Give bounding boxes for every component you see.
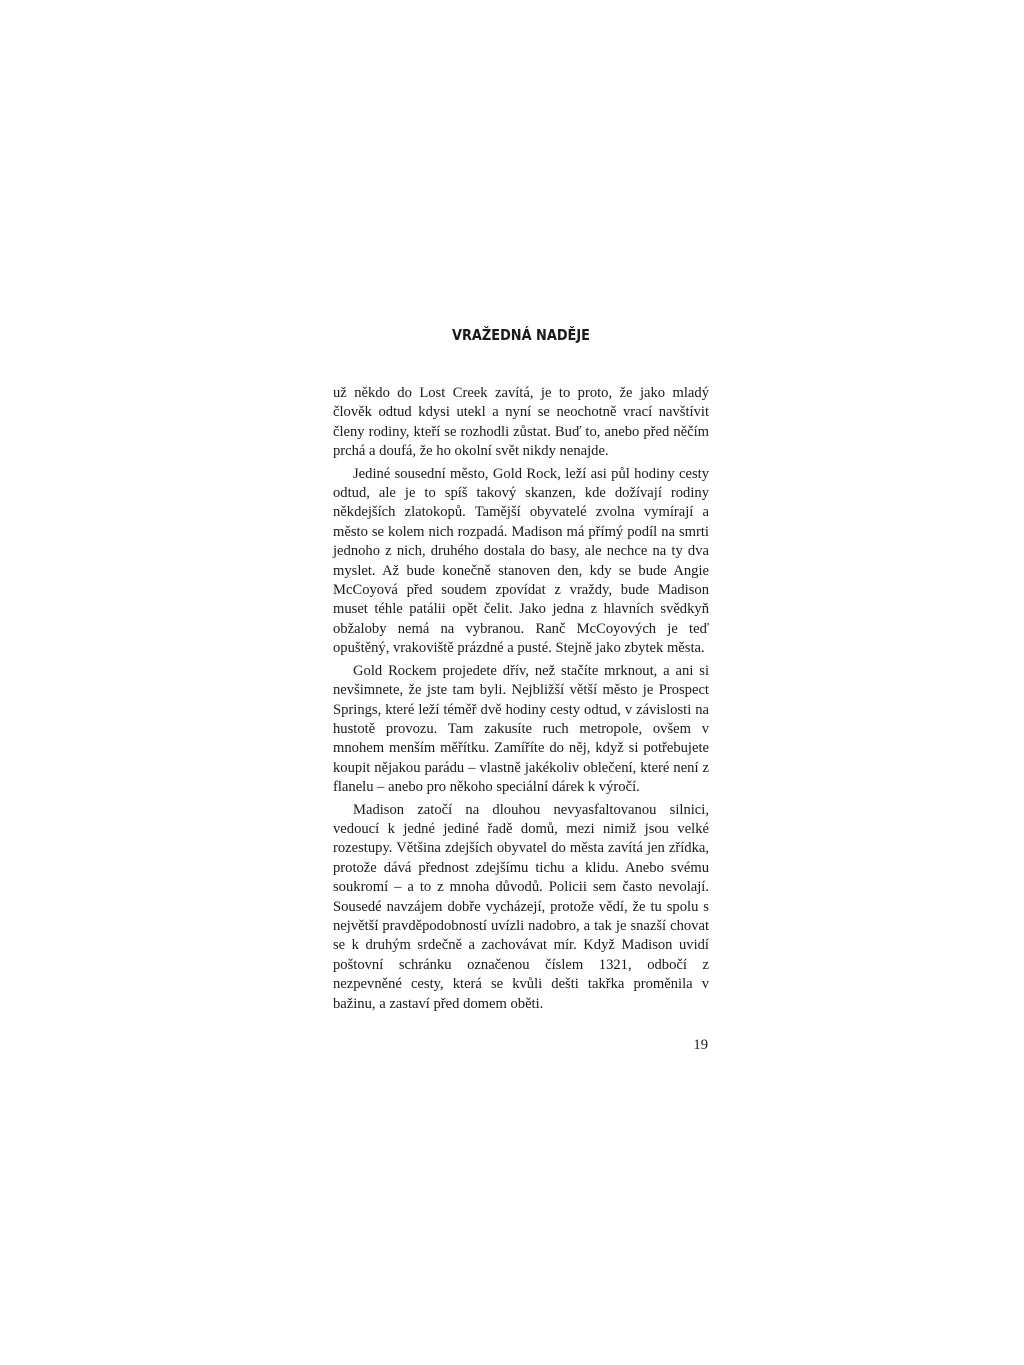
paragraph: už někdo do Lost Creek zavítá, je to proto, že jako mladý člověk odtud kdysi utekl a nyní se neochotně vrací navštívit členy rodiny, kteří se rozhodli zůstat. Buď to, anebo před něčím prchá a doufá, že ho okolní svět nikdy nenajde.: [333, 385, 709, 460]
body-text: [333, 384, 709, 1014]
paragraph: Madison zatočí na dlouhou nevyasfaltovanou silnici, vedoucí k jedné jediné řadě domů, mezi nimiž jsou velké rozestupy. Většina zdejších obyvatel do města zavítá jen zřídka, protože dává přednost zdejšímu tichu a klidu. Anebo svému soukromí – a to z mnoha důvodů. Policii sem často nevolají. Sousedé navzájem dobře vycházejí, protože vědí, že tu spolu s největší pravděpodobností uvízli nadobro, a tak je snazší chovat se k druhým srdečně a zachovávat mír. Když Madison uvidí poštovní schránku označenou číslem 1321, odbočí z nezpevněné cesty, která se kvůli dešti takřka proměnila v bažinu, a zastaví před domem oběti.: [333, 801, 709, 1012]
paragraph: Jediné sousední město, Gold Rock, leží asi půl hodiny cesty odtud, ale je to spíš takový skanzen, kde dožívají rodiny někdejších zlatokopů. Tamější obyvatelé zvolna vymírají a město se kolem nich rozpadá. Madison má přímý podíl na smrti jednoho z nich, druhého dostala do basy, ale nechce na ty dva myslet. Až bude konečně stanoven den, kdy se bude Angie McCoyová před soudem zpovídat z vraždy, bude Madison muset téhle patálii opět čelit. Jako jedna z hlavních svědkyň obžaloby nemá na vybranou. Ranč McCoyových je teď opuštěný, vrakoviště prázdné a pusté. Stejně jako zbytek města.: [333, 465, 709, 657]
running-head-title: VRAŽEDNÁ NADĚJE: [452, 326, 590, 344]
paragraph: Gold Rockem projedete dřív, než stačíte mrknout, a ani si nevšimnete, že jste tam byli. Nejbližší větší město je Prospect Springs, které leží téměř dvě hodiny cesty odtud, v závislosti na hustotě provozu. Tam zakusíte ruch metropole, ovšem v mnohem menším měřítku. Zamíříte do něj, když si potřebujete koupit nějakou parádu – vlastně jakékoliv oblečení, které není z flanelu – anebo pro někoho speciální dárek k výročí.: [333, 662, 709, 796]
page-number: 19: [693, 1037, 708, 1053]
